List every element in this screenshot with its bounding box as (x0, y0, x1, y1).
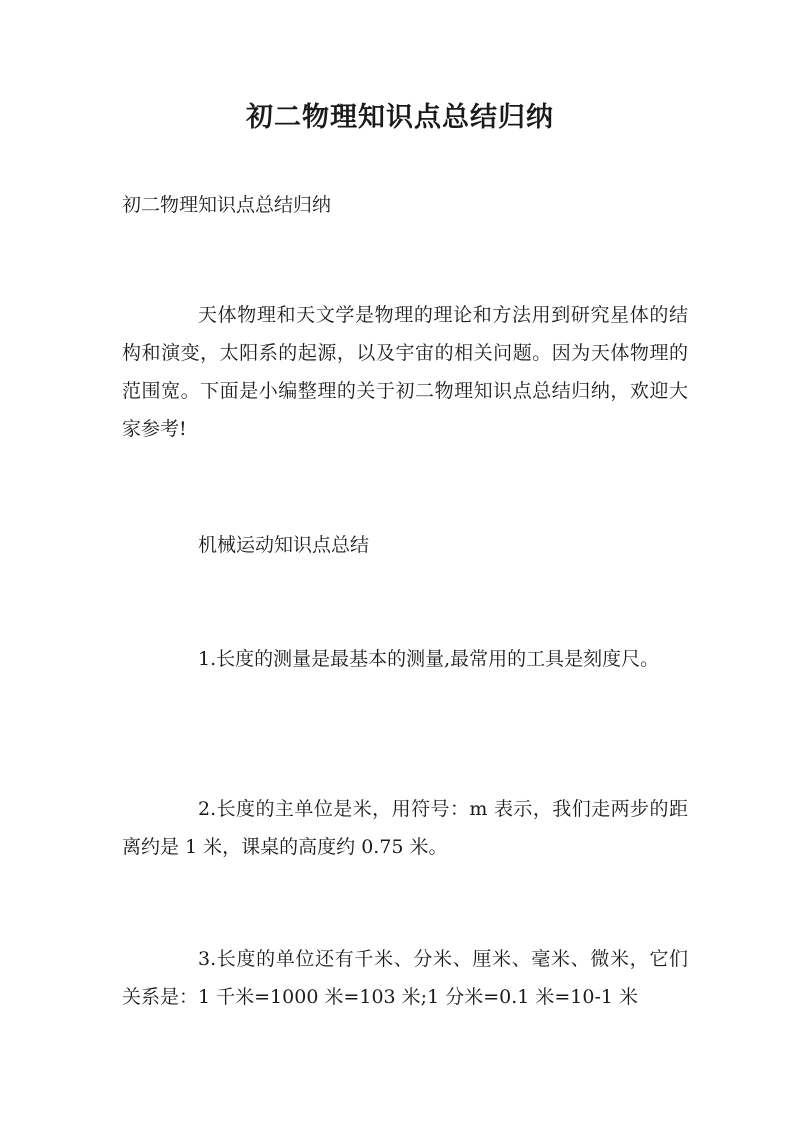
intro-paragraph: 天体物理和天文学是物理的理论和方法用到研究星体的结构和演变，太阳系的起源，以及宇宙的相关问题。因为天体物理的范围宽。下面是小编整理的关于初二物理知识点总结归纳，欢迎大家参考! (122, 304, 688, 440)
document-title: 初二物理知识点总结归纳 (246, 102, 554, 133)
list-item: 1.长度的测量是最基本的测量,最常用的工具是刻度尺。 (198, 648, 660, 670)
section-heading: 机械运动知识点总结 (198, 534, 370, 556)
document-subtitle: 初二物理知识点总结归纳 (122, 194, 332, 216)
list-item: 2.长度的主单位是米，用符号：m 表示，我们走两步的距离约是 1 米，课桌的高度约 0.75 米。 (122, 798, 688, 858)
list-item: 3.长度的单位还有千米、分米、厘米、毫米、微米，它们关系是：1 千米=1000 米=103 米;1 分米=0.1 米=10-1 米 (122, 948, 688, 1008)
